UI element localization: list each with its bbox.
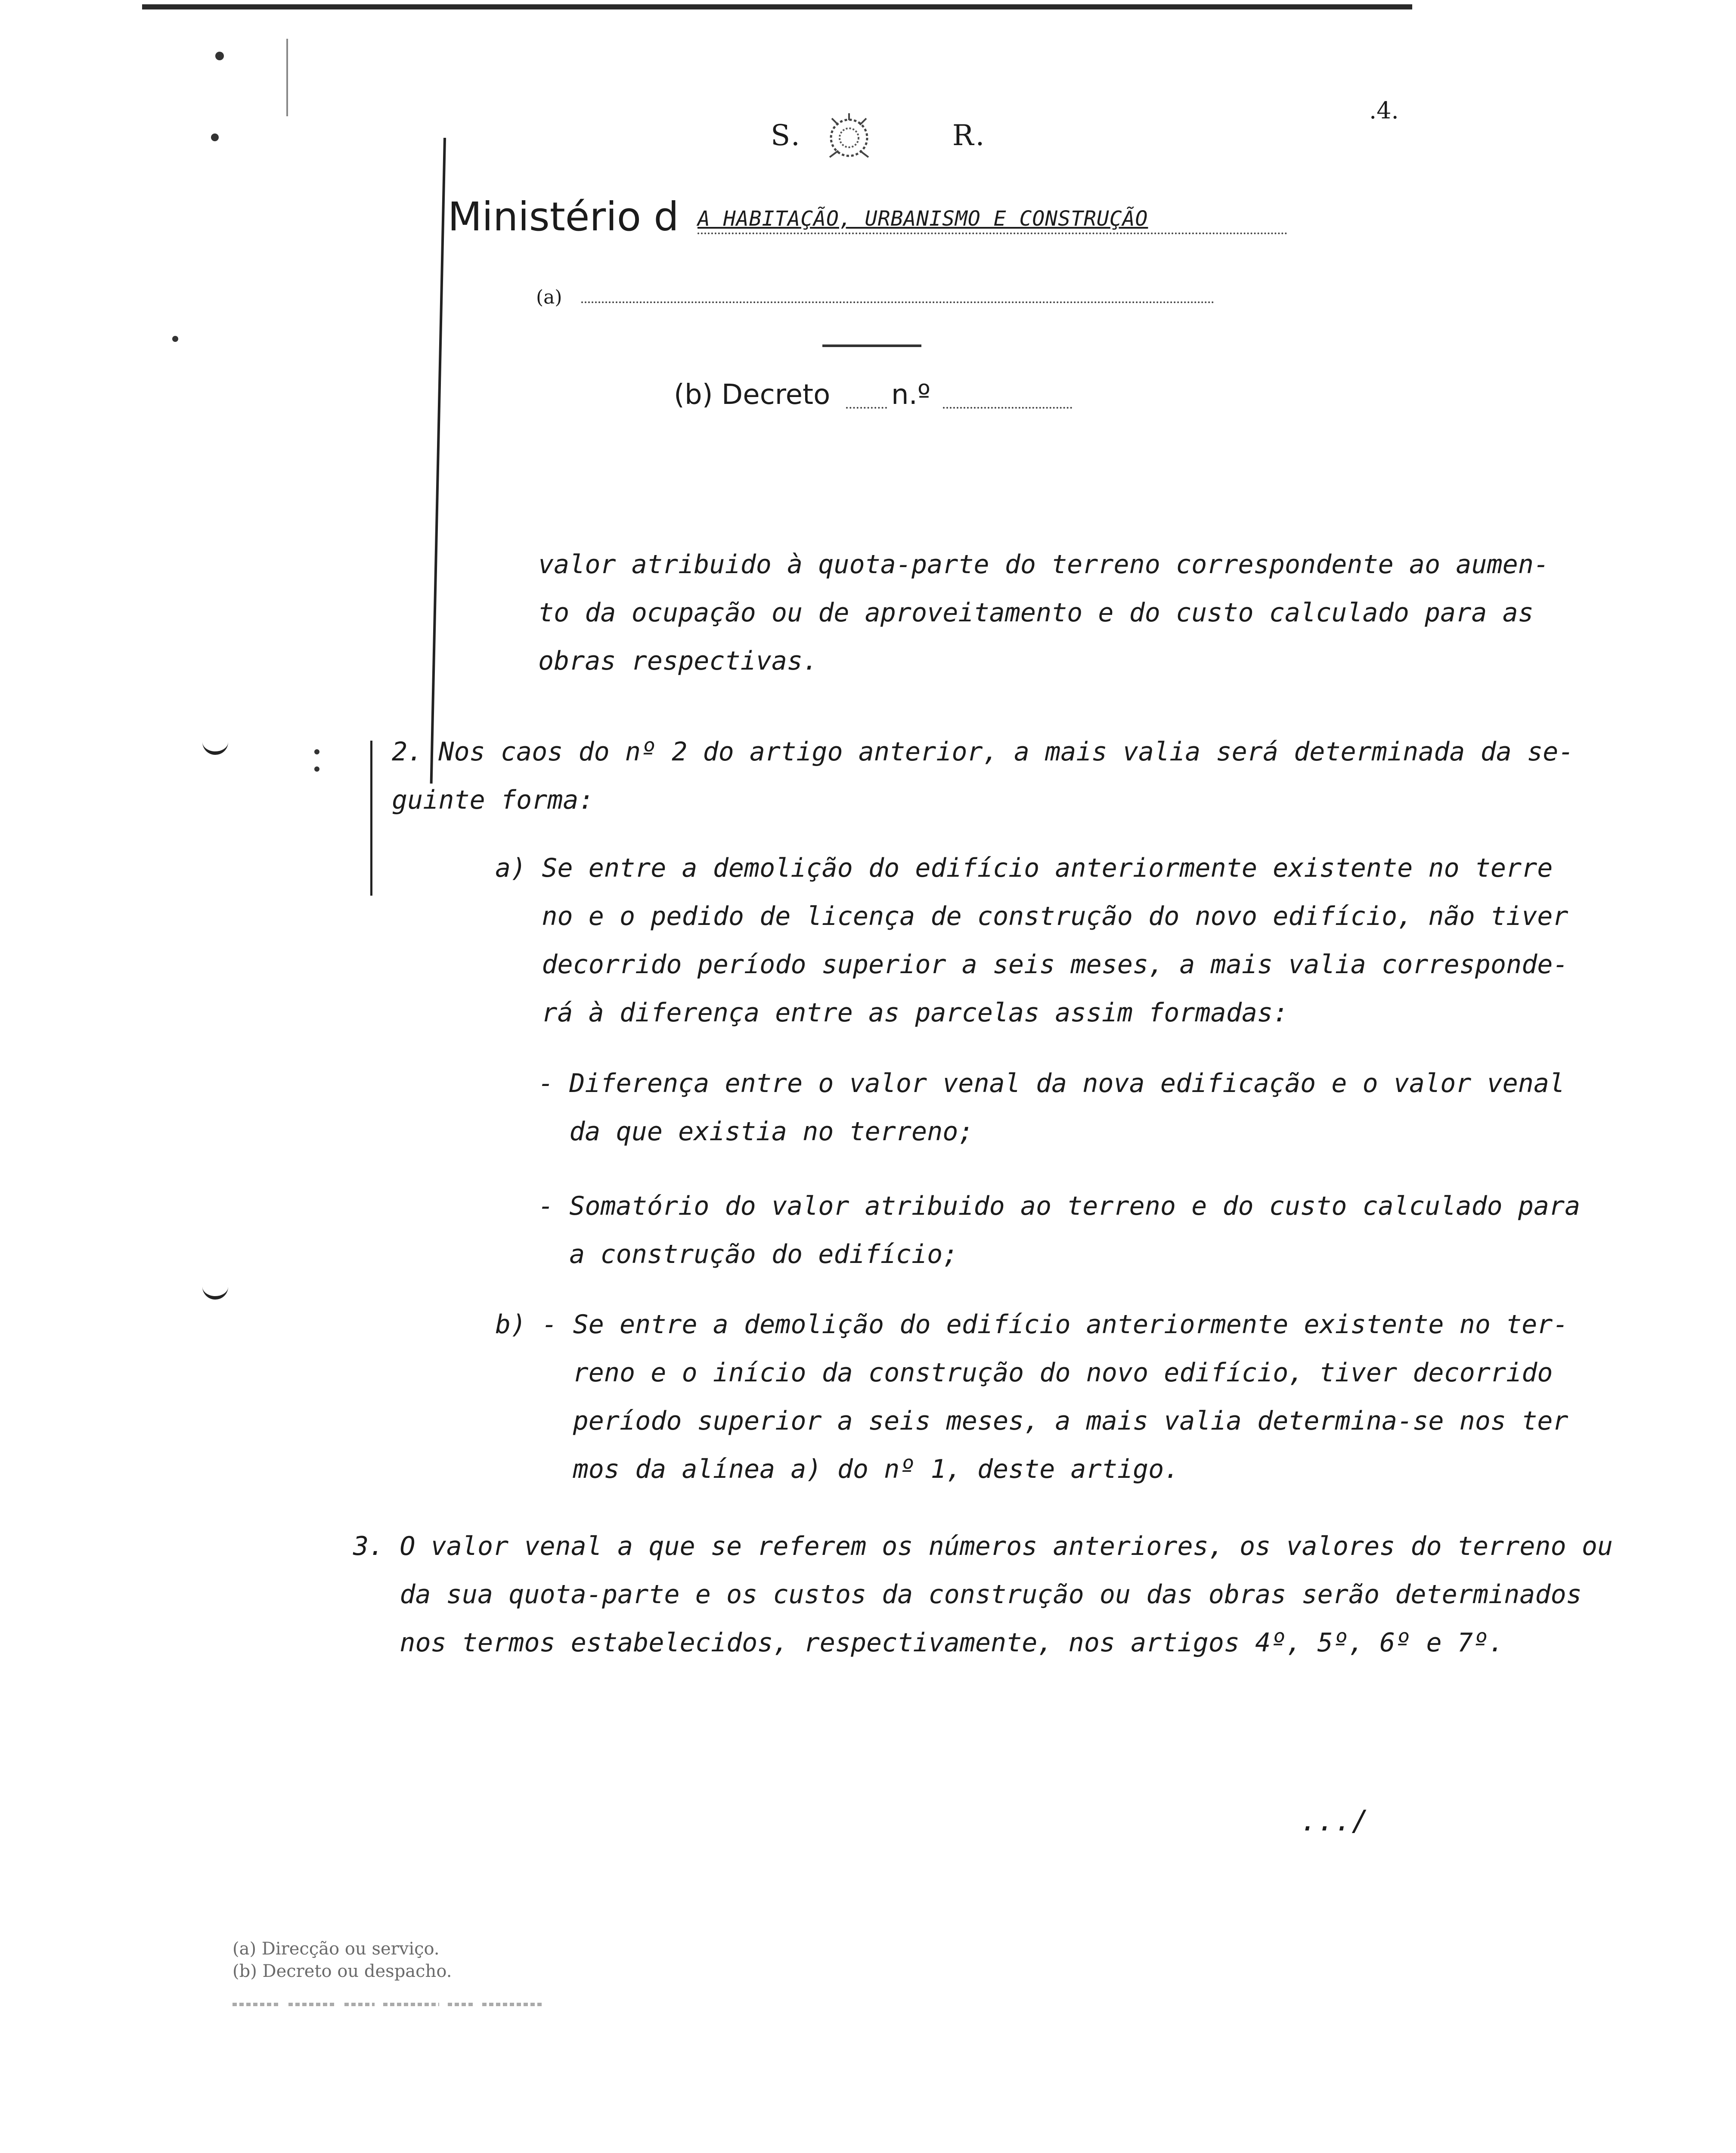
header-s: S. bbox=[771, 119, 802, 152]
footnote-b: (b) Decreto ou despacho. bbox=[232, 1961, 452, 1981]
margin-line-lower bbox=[370, 741, 372, 896]
numero-label: n.º bbox=[891, 379, 931, 411]
field-a-dotted-line bbox=[581, 301, 1214, 303]
list-item-diferenca: - Diferença entre o valor venal da nova edificação e o valor venal da que existia no terreno; bbox=[538, 1068, 1565, 1147]
paragraph-3: 3. O valor venal a que se referem os números anteriores, os valores do terreno ou da sua quota-parte e os custos da construção ou das obras serão determinados nos termos estabelecidos, respectivamente, nos artigos 4º, 5º, 6º e 7º. bbox=[353, 1531, 1613, 1658]
page-number: .4. bbox=[1369, 97, 1399, 124]
sub-paragraph-a: a) Se entre a demolição do edifício anteriormente existente no terre no e o pedido de licença de construção do novo edifício, não tiver decorrido período superior a seis meses, a mais valia corresponde- rá à diferença entre as parcelas assim formadas: bbox=[495, 853, 1569, 1028]
ministry-department: A HABITAÇÃO, URBANISMO E CONSTRUÇÃO bbox=[698, 207, 1148, 231]
field-a-label: (a) bbox=[536, 286, 562, 308]
list-item-somatorio: - Somatório do valor atribuido ao terreno e do custo calculado para a construção do edifício; bbox=[538, 1191, 1581, 1269]
margin-speck bbox=[314, 766, 319, 772]
sub-paragraph-b: b) - Se entre a demolição do edifício anteriormente existente no ter- reno e o início da construção do novo edifício, tiver decorrido período superior a seis meses, a mais valia determina-se nos ter mos da alínea a) do nº 1, deste artigo. bbox=[495, 1309, 1569, 1484]
binder-hole-mark bbox=[202, 1283, 228, 1300]
margin-speck bbox=[314, 749, 319, 754]
margin-speck bbox=[211, 133, 219, 141]
decreto-dotted-line bbox=[846, 407, 887, 409]
footnotes bbox=[232, 1938, 452, 1982]
margin-line bbox=[430, 138, 446, 784]
footnote-a: (a) Direcção ou serviço. bbox=[232, 1939, 440, 1959]
numero-dotted-line bbox=[943, 407, 1072, 409]
separator-dash bbox=[822, 344, 921, 347]
margin-speck bbox=[215, 52, 224, 60]
paragraph-2: 2. Nos caos do nº 2 do artigo anterior, a mais valia será determinada da se- guinte forma: bbox=[392, 737, 1574, 815]
header-r: R. bbox=[952, 119, 986, 152]
punch-line bbox=[286, 39, 288, 116]
binder-hole-mark bbox=[202, 738, 228, 755]
printer-imprint bbox=[232, 1998, 542, 2013]
header-sr bbox=[771, 110, 986, 166]
top-rule bbox=[142, 4, 1412, 9]
coat-of-arms-icon bbox=[812, 110, 942, 166]
ministry-dotted-line bbox=[698, 233, 1287, 234]
ministry-label: Ministério d bbox=[448, 194, 679, 240]
decreto-label: (b) Decreto bbox=[674, 379, 831, 411]
continuation-mark: .../ bbox=[1300, 1804, 1369, 1837]
margin-speck bbox=[172, 336, 178, 342]
paragraph-1-continuation: valor atribuido à quota-parte do terreno correspondente ao aumen- to da ocupação ou de aproveitamento e do custo calculado para as obras respectivas. bbox=[538, 549, 1549, 676]
